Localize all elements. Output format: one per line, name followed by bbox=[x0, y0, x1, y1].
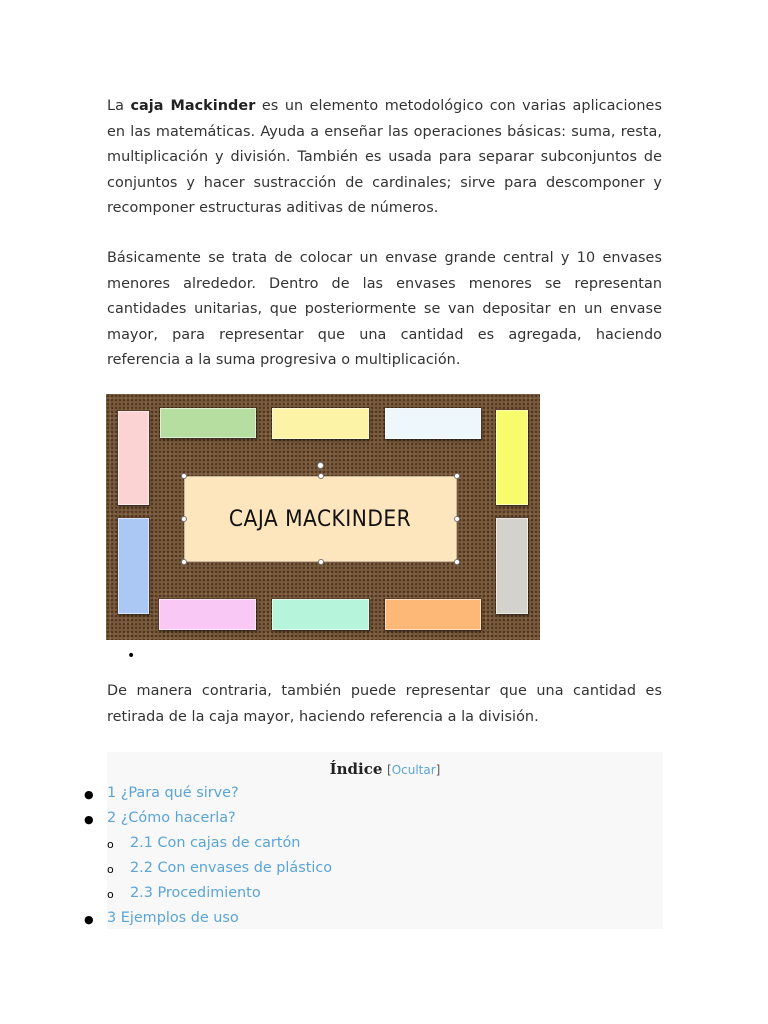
central-box bbox=[184, 476, 457, 562]
toc-bracket-open: [ bbox=[387, 763, 392, 777]
empty-bullet: • bbox=[127, 648, 136, 664]
toc-bullet: ● bbox=[84, 788, 94, 801]
top-box-lightblue bbox=[385, 408, 481, 439]
figure-title: CAJA MACKINDER bbox=[229, 506, 412, 532]
selection-handle bbox=[454, 516, 460, 522]
caja-mackinder-image bbox=[106, 394, 540, 640]
right-box-gray bbox=[496, 518, 528, 614]
selection-handle bbox=[454, 473, 460, 479]
toc-link-para-que-sirve[interactable]: 1 ¿Para qué sirve? bbox=[107, 785, 239, 801]
toc-link-envases-plastico[interactable]: 2.2 Con envases de plástico bbox=[130, 860, 333, 876]
selection-handle bbox=[181, 559, 187, 565]
toc-header bbox=[107, 760, 663, 778]
left-box-rose bbox=[118, 411, 149, 505]
toc-hide-link[interactable]: Ocultar bbox=[391, 763, 436, 777]
top-box-yellow bbox=[272, 408, 369, 439]
intro-bold-term: caja Mackinder bbox=[130, 98, 256, 114]
toc-toggle-wrapper bbox=[387, 763, 440, 777]
selection-handle bbox=[181, 473, 187, 479]
toc-bracket-close: ] bbox=[435, 763, 441, 777]
toc-link-ejemplos-uso[interactable]: 3 Ejemplos de uso bbox=[107, 910, 239, 926]
right-box-yellow bbox=[496, 410, 528, 505]
intro-paragraph bbox=[107, 94, 662, 222]
bottom-box-mint bbox=[272, 599, 369, 630]
toc-sub-bullet: o bbox=[107, 863, 114, 876]
bottom-box-pink bbox=[159, 599, 256, 630]
selection-handle bbox=[318, 559, 324, 565]
toc-title: Índice bbox=[329, 760, 383, 778]
toc-link-como-hacerla[interactable]: 2 ¿Cómo hacerla? bbox=[107, 810, 236, 826]
toc-bullet: ● bbox=[84, 813, 94, 826]
intro-lead: La bbox=[107, 98, 131, 114]
selection-handle bbox=[454, 559, 460, 565]
toc-link-cajas-carton[interactable]: 2.1 Con cajas de cartón bbox=[130, 835, 301, 851]
division-paragraph: De manera contraria, también puede representar que una cantidad es retirada de la caja mayor, haciendo referencia a la división. bbox=[107, 683, 662, 725]
selection-handle bbox=[318, 473, 324, 479]
bottom-box-orange bbox=[385, 599, 481, 630]
toc-sub-bullet: o bbox=[107, 838, 114, 851]
description-paragraph: Básicamente se trata de colocar un envase grande central y 10 envases menores alrededor. Dentro de las envases menores se representan cantidades unitarias, que posteriormente se van depositar en un envase mayor, para representar que una cantidad es agregada, haciendo referencia a la suma progresiva o multiplicación. bbox=[107, 250, 662, 368]
selection-handle bbox=[181, 516, 187, 522]
top-box-green bbox=[160, 408, 256, 438]
toc-bullet: ● bbox=[84, 913, 94, 926]
toc-sub-bullet: o bbox=[107, 888, 114, 901]
rotation-handle bbox=[317, 462, 324, 469]
toc-link-procedimiento[interactable]: 2.3 Procedimiento bbox=[130, 885, 261, 901]
intro-rest: es un elemento metodológico con varias aplicaciones en las matemáticas. Ayuda a enseñar las operaciones básicas: suma, resta, multiplicación y división. También es usada para separar subconjuntos de conjuntos y hacer sustracción de cardinales; sirve para descomponer y recomponer estructuras aditivas de números. bbox=[107, 98, 662, 216]
left-box-blue bbox=[118, 518, 149, 614]
